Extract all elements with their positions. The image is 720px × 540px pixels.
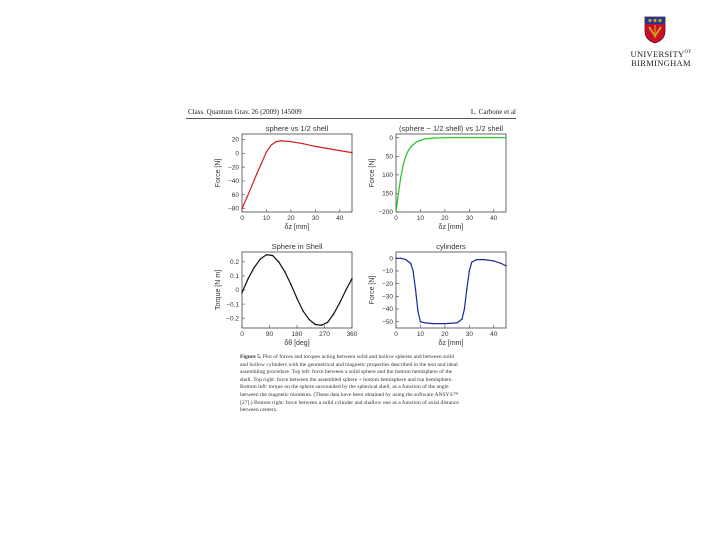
data-point — [432, 323, 433, 324]
data-point — [247, 278, 248, 279]
data-point — [278, 261, 279, 262]
chart-title: (sphere − 1/2 shell) vs 1/2 shell — [398, 124, 504, 133]
x-tick-label: 30 — [465, 331, 473, 338]
caption-line-1: and hollow cylinders with the geometrical and magnetic properties described in the text and ideal — [240, 361, 458, 368]
data-point — [315, 324, 316, 325]
data-point — [296, 298, 297, 299]
data-point — [420, 321, 421, 322]
x-tick-label: 40 — [490, 215, 498, 222]
data-point — [309, 319, 310, 320]
data-point — [410, 263, 411, 264]
y-tick-label: −40 — [227, 178, 239, 186]
chart-panel-bottom-right — [336, 240, 526, 356]
data-point — [444, 137, 445, 138]
figure-label: Figure 5. — [240, 354, 262, 360]
chart-title: sphere vs 1/2 shell — [265, 124, 329, 133]
x-axis-label: δz [mm] — [438, 224, 464, 231]
data-point — [476, 259, 477, 260]
x-tick-label: 10 — [416, 331, 425, 338]
chart-force-assembled-vs-half-shell — [336, 122, 526, 240]
caption-line-7: between centers. — [240, 407, 278, 414]
paper-header — [186, 106, 516, 118]
data-point — [333, 313, 334, 314]
journal-citation: Class. Quantum Grav. 26 (2009) 145009 — [188, 108, 302, 116]
data-point — [415, 142, 416, 143]
data-point — [420, 140, 421, 141]
university-name — [618, 48, 704, 69]
y-tick-label: −40 — [381, 306, 393, 314]
data-point — [471, 261, 472, 262]
x-tick-label: 90 — [265, 331, 274, 338]
plot-frame — [396, 252, 506, 328]
x-tick-label: 20 — [441, 215, 449, 222]
x-tick-label: 0 — [394, 331, 398, 338]
data-point — [412, 270, 413, 271]
y-tick-label: −80 — [227, 205, 239, 213]
x-tick-label: 10 — [262, 215, 271, 222]
chart-title: Sphere in Shell — [271, 242, 323, 251]
data-point — [266, 254, 267, 255]
data-point — [327, 148, 328, 149]
y-tick-label: −20 — [227, 164, 239, 172]
data-point — [408, 150, 409, 151]
y-tick-label: 0.1 — [229, 273, 239, 281]
data-point — [272, 255, 273, 256]
y-axis-label: Force [N] — [215, 158, 222, 188]
chart-panel-top-right — [336, 122, 526, 240]
data-point — [261, 162, 262, 163]
x-tick-label: 40 — [336, 215, 344, 222]
data-point — [254, 267, 255, 268]
data-point — [432, 137, 433, 138]
x-tick-label: 270 — [319, 331, 330, 338]
data-point — [466, 288, 467, 289]
series-line — [396, 258, 506, 323]
data-point — [417, 311, 418, 312]
data-point — [290, 284, 291, 285]
figure-caption — [240, 354, 530, 415]
y-tick-label: −0.1 — [226, 301, 239, 309]
data-point — [456, 137, 457, 138]
x-tick-label: 30 — [465, 215, 473, 222]
data-point — [321, 324, 322, 325]
y-tick-label: 150 — [382, 190, 393, 198]
caption-line-2: assembling procedure. Top left: force between a solid sphere and the bottom hemisphere of the — [240, 369, 453, 376]
y-tick-label: −200 — [378, 209, 393, 217]
x-tick-label: 20 — [441, 331, 449, 338]
x-tick-label: 180 — [291, 331, 303, 338]
x-tick-label: 0 — [240, 215, 244, 222]
data-point — [464, 308, 465, 309]
caption-line-0: Plot of forces and torques acting between solid and hollow spheres and between solid — [261, 354, 454, 360]
data-point — [266, 151, 267, 152]
x-axis-label: δθ [deg] — [284, 340, 310, 347]
x-tick-label: 30 — [311, 215, 319, 222]
data-point — [469, 270, 470, 271]
x-tick-label: 10 — [416, 215, 425, 222]
data-point — [284, 271, 285, 272]
data-point — [425, 138, 426, 139]
data-point — [505, 137, 506, 138]
x-axis-label: δz [mm] — [438, 340, 464, 347]
chart-force-cylinders — [336, 240, 526, 356]
data-point — [505, 265, 506, 266]
caption-line-4: Bottom left: torque on the sphere surrounded by the spherical shell, as a function of the angle — [240, 384, 449, 391]
data-point — [405, 156, 406, 157]
y-axis-label: Torque [N m] — [215, 269, 222, 311]
university-name-line1: $UNIVERSITY^{OF}$ — [630, 48, 692, 59]
university-crest-icon — [644, 16, 666, 44]
x-tick-label: 20 — [287, 215, 295, 222]
y-tick-label: −0.2 — [226, 315, 239, 323]
series-line — [396, 138, 506, 212]
paper-page — [186, 106, 516, 436]
data-point — [500, 263, 501, 264]
data-point — [444, 323, 445, 324]
data-point — [403, 164, 404, 165]
data-point — [493, 137, 494, 138]
data-point — [327, 322, 328, 323]
x-tick-label: 360 — [346, 331, 358, 338]
university-logo — [618, 16, 704, 68]
data-point — [410, 146, 411, 147]
data-point — [260, 258, 261, 259]
data-point — [425, 322, 426, 323]
university-name-line2: BIRMINGHAM — [631, 58, 691, 69]
data-point — [302, 310, 303, 311]
data-point — [271, 144, 272, 145]
data-point — [280, 140, 281, 141]
data-point — [481, 137, 482, 138]
y-tick-label: 50 — [385, 153, 393, 161]
x-tick-label: 0 — [240, 331, 244, 338]
data-point — [415, 289, 416, 290]
data-point — [302, 143, 303, 144]
data-point — [493, 260, 494, 261]
data-point — [483, 259, 484, 260]
data-point — [456, 322, 457, 323]
caption-line-3: shell. Top right: force between the assembled sphere + bottom hemisphere and top hemisphere. — [240, 376, 453, 383]
y-tick-label: −30 — [381, 293, 393, 301]
caption-line-5: between the magnetic moments. (These data have been obtained by using the software ANSYS™ — [240, 391, 459, 398]
y-axis-label: Force [N] — [369, 158, 376, 188]
data-point — [405, 259, 406, 260]
y-tick-label: −20 — [381, 280, 393, 288]
data-point — [256, 173, 257, 174]
y-tick-label: −50 — [381, 318, 393, 326]
data-point — [400, 258, 401, 259]
y-axis-label: Force [N] — [369, 275, 376, 305]
paper-authors: L. Carbone et al — [470, 108, 516, 116]
data-point — [276, 141, 277, 142]
data-point — [398, 193, 399, 194]
x-tick-label: 0 — [394, 215, 398, 222]
header-rule — [186, 118, 516, 119]
data-point — [241, 208, 242, 209]
data-point — [241, 292, 242, 293]
data-point — [285, 141, 286, 142]
y-tick-label: 0 — [389, 255, 393, 263]
y-tick-label: 0.2 — [229, 259, 239, 267]
y-tick-label: 100 — [382, 172, 393, 180]
chart-title: cylinders — [436, 242, 466, 251]
x-tick-label: 40 — [490, 331, 498, 338]
data-point — [290, 141, 291, 142]
y-tick-label: 0 — [389, 134, 393, 142]
y-tick-label: 0 — [235, 287, 239, 295]
data-point — [400, 176, 401, 177]
caption-line-6: [27].) Bottom right: force between a solid cylinder and shallow one as a function of axial distance — [240, 399, 459, 406]
data-point — [469, 137, 470, 138]
x-axis-label: δz [mm] — [284, 224, 310, 231]
data-point — [251, 185, 252, 186]
data-point — [395, 211, 396, 212]
data-point — [461, 318, 462, 319]
data-point — [315, 146, 316, 147]
data-point — [246, 197, 247, 198]
data-point — [395, 258, 396, 259]
y-tick-label: 60 — [231, 191, 239, 199]
y-tick-label: 20 — [231, 136, 239, 144]
y-tick-label: −10 — [381, 268, 393, 276]
y-tick-label: 0 — [235, 150, 239, 158]
